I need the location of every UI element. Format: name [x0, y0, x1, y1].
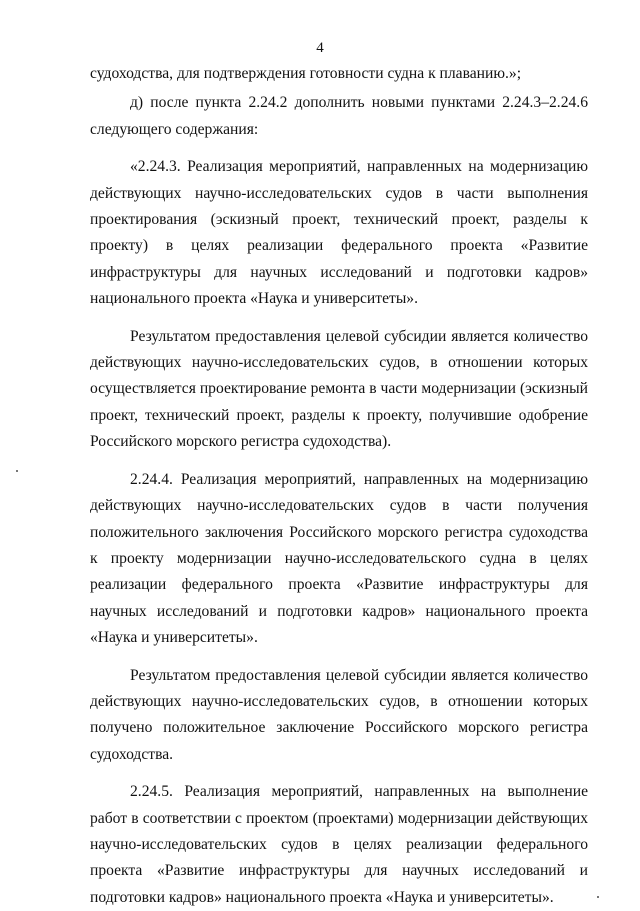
- paragraph-amendment-d: д) после пункта 2.24.2 дополнить новыми пунктами 2.24.3–2.24.6 следующего содержания:: [90, 94, 588, 138]
- paragraph-continuation: судоходства, для подтверждения готовности судна к плаванию.»;: [90, 65, 522, 82]
- paragraph-2-24-3: «2.24.3. Реализация мероприятий, направленных на модернизацию действующих научно-исследовательских судов в части выполнения проектирования (эскизный проект, технический проект, разделы к проекту) в целях реализации федерального проекта «Развитие инфраструктуры для научных исследований и подготовки кадров» национального проекта «Наука и университеты».: [90, 158, 588, 308]
- paragraph-2-24-5: 2.24.5. Реализация мероприятий, направленных на выполнение работ в соответствии с проектом (проектами) модернизации действующих научно-исследовательских судов в целях реализации федерального проекта «Развитие инфраструктуры для научных исследований и подготовки кадров» национального проекта «Наука и университеты».: [90, 783, 588, 906]
- document-body: [90, 61, 588, 911]
- paragraph-2-24-4: 2.24.4. Реализация мероприятий, направленных на модернизацию действующих научно-исследовательских судов в части получения положительного заключения Российского морского регистра судоходства к проекту модернизации научно-исследовательского судна в целях реализации федерального проекта «Развитие инфраструктуры для научных исследований и подготовки кадров» национального проекта «Наука и университеты».: [90, 470, 588, 647]
- scan-speck: [597, 896, 599, 898]
- paragraph-2-24-4-result: Результатом предоставления целевой субсидии является количество действующих научно-исследовательских судов, в отношении которых получено положительное заключение Российского морского регистра судоходства.: [90, 666, 588, 763]
- page-number: 4: [316, 40, 324, 56]
- scan-speck: [16, 470, 18, 472]
- paragraph-2-24-3-result: Результатом предоставления целевой субсидии является количество действующих научно-исследовательских судов, в отношении которых осуществляется проектирование ремонта в части модернизации (эскизный проект, технический проект, разделы к проекту, получившие одобрение Российского морского регистра судоходства).: [90, 327, 588, 451]
